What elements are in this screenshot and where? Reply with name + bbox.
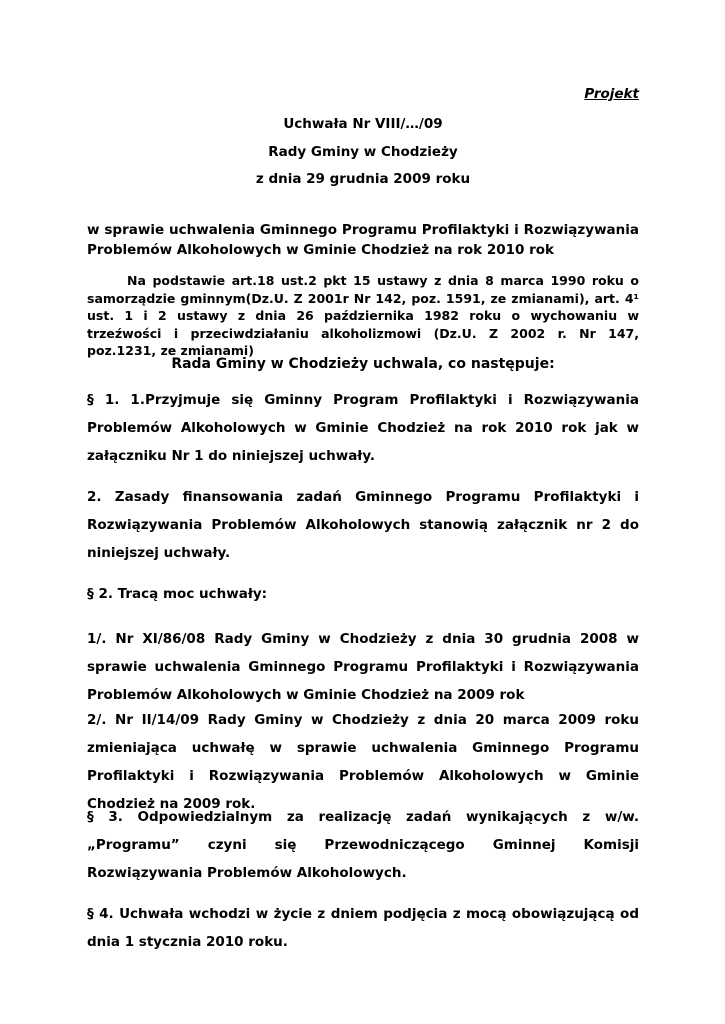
resolution-number: Uchwała Nr VIII/…/09 (283, 116, 443, 132)
section-2-item-2: 2/. Nr II/14/09 Rady Gminy w Chodzieży z dnia 20 marca 2009 roku zmieniająca uchwałę w sprawie uchwalenia Gminnego Programu Profilaktyki i Rozwiązywania Problemów Alkoholowych w Gminie Chodzież na 2009 rok. (87, 712, 639, 812)
legal-basis: Na podstawie art.18 ust.2 pkt 15 ustawy z dnia 8 marca 1990 roku o samorządzie gminnym(Dz.U. Z 2001r Nr 142, poz. 1591, ze zmianami), art. 4¹ ust. 1 i 2 ustawy z dnia 26 października 1982 roku o wychowaniu w trzeźwości i przeciwdziałaniu alkoholizmowi (Dz.U. Z 2002 r. Nr 147, poz.1231, ze zmianami) (87, 273, 639, 358)
resolution-date: z dnia 29 grudnia 2009 roku (255, 171, 471, 187)
section-1-point-1: § 1. 1.Przyjmuje się Gminny Program Profilaktyki i Rozwiązywania Problemów Alkoholowych w Gminie Chodzież na rok 2010 rok jak w załączniku Nr 1 do niniejszej uchwały. (87, 392, 639, 464)
resolves-statement: Rada Gminy w Chodzieży uchwala, co następuje: (171, 356, 555, 372)
section-4: § 4. Uchwała wchodzi w życie z dniem podjęcia z mocą obowiązującą od dnia 1 stycznia 2010 roku. (87, 906, 639, 950)
section-3: § 3. Odpowiedzialnym za realizację zadań wynikających z w/w. „Programu” czyni się Przewodniczącego Gminnej Komisji Rozwiązywania Problemów Alkoholowych. (87, 809, 639, 881)
section-2-heading: § 2. Tracą moc uchwały: (87, 586, 268, 602)
section-1-point-2: 2. Zasady finansowania zadań Gminnego Programu Profilaktyki i Rozwiązywania Problemów Alkoholowych stanowią załącznik nr 2 do niniejszej uchwały. (87, 489, 639, 561)
section-2-item-1: 1/. Nr XI/86/08 Rady Gminy w Chodzieży z dnia 30 grudnia 2008 w sprawie uchwalenia Gminnego Programu Profilaktyki i Rozwiązywania Problemów Alkoholowych w Gminie Chodzież na 2009 rok (87, 631, 639, 703)
draft-label: Projekt (584, 86, 639, 102)
council-name: Rady Gminy w Chodzieży (268, 144, 458, 160)
resolution-subject: w sprawie uchwalenia Gminnego Programu Profilaktyki i Rozwiązywania Problemów Alkoholowych w Gminie Chodzież na rok 2010 rok (87, 222, 639, 258)
